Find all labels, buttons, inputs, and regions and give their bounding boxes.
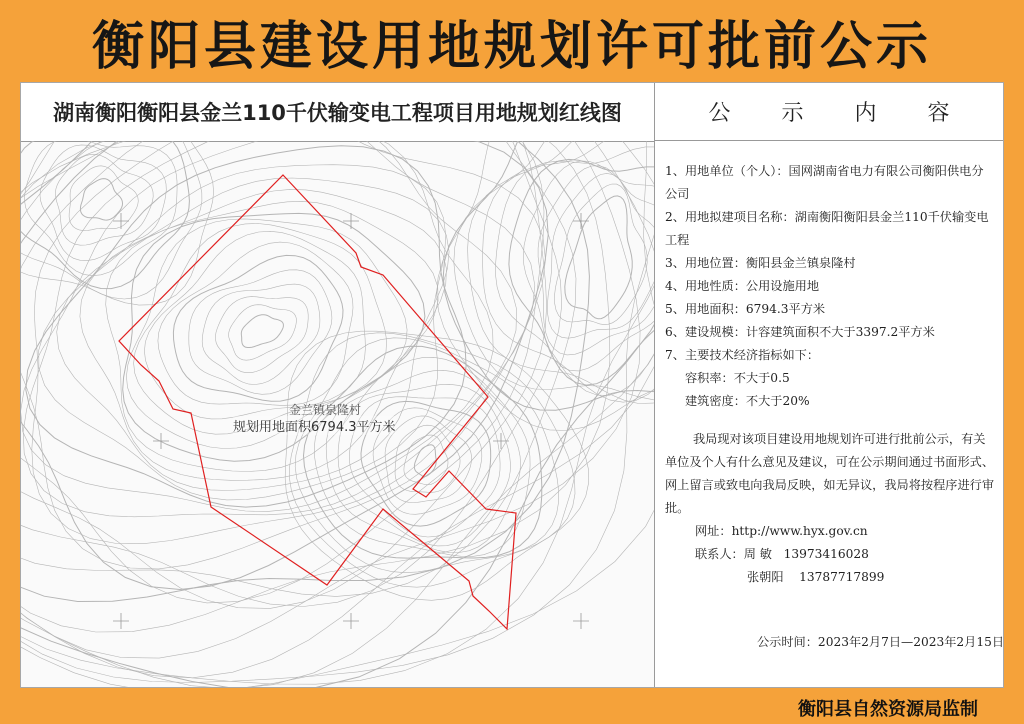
info-items [665, 160, 995, 413]
website-link[interactable]: http://www.hyx.gov.cn [731, 524, 868, 538]
item-indicators: 7、主要技术经济指标如下： [665, 348, 820, 362]
info-section [655, 83, 1003, 687]
contact-phone: 13973416028 [783, 547, 869, 561]
contact-row [695, 543, 995, 566]
notice-text: 我局现对该项目建设用地规划许可进行批前公示，有关单位及个人有什么意见及建议，可在公示期间通过书面形式、网上留言或致电向我局反映，如无异议，我局将按程序进行审批。 [665, 432, 995, 515]
contact-label: 联系人： [695, 547, 744, 561]
map-title: 湖南衡阳衡阳县金兰110千伏输变电工程项目用地规划红线图 [21, 83, 654, 142]
info-heading: 公 示 内 容 [655, 83, 1003, 141]
supervisor-label: 衡阳县自然资源局监制 [798, 699, 978, 720]
contact-name: 周 敏 [743, 547, 772, 561]
item-applicant: 1、用地单位（个人）：国网湖南省电力有限公司衡阳供电分公司 [665, 164, 984, 201]
contact-block [695, 520, 995, 589]
item-scale: 6、建设规模：计容建筑面积不大于3397.2平方米 [665, 325, 935, 339]
contact-row [695, 566, 995, 589]
redline-map [21, 83, 655, 687]
footer [0, 688, 1024, 724]
item-location: 3、用地位置：衡阳县金兰镇泉隆村 [665, 256, 856, 270]
website-row [695, 520, 995, 543]
item-land-use: 4、用地性质：公用设施用地 [665, 279, 820, 293]
item-area: 5、用地面积：6794.3平方米 [665, 302, 826, 316]
contact-name: 张朝阳 [747, 570, 784, 584]
website-label: 网址： [695, 524, 732, 538]
page-title: 衡阳县建设用地规划许可批前公示 [91, 16, 932, 77]
area-label: 规划用地面积6794.3平方米 [233, 416, 396, 435]
notice-panel [20, 82, 1004, 688]
indicator-density: 建筑密度：不大于20% [685, 394, 810, 408]
notice-period: 公示时间：2023年2月7日—2023年2月15日 [757, 635, 1005, 649]
item-project-name: 2、用地拟建项目名称：湖南衡阳衡阳县金兰110千伏输变电工程 [665, 210, 989, 247]
contact-phone: 13787717899 [799, 570, 885, 584]
indicator-far: 容积率：不大于0.5 [685, 371, 790, 385]
village-label: 金兰镇泉隆村 [289, 403, 362, 417]
